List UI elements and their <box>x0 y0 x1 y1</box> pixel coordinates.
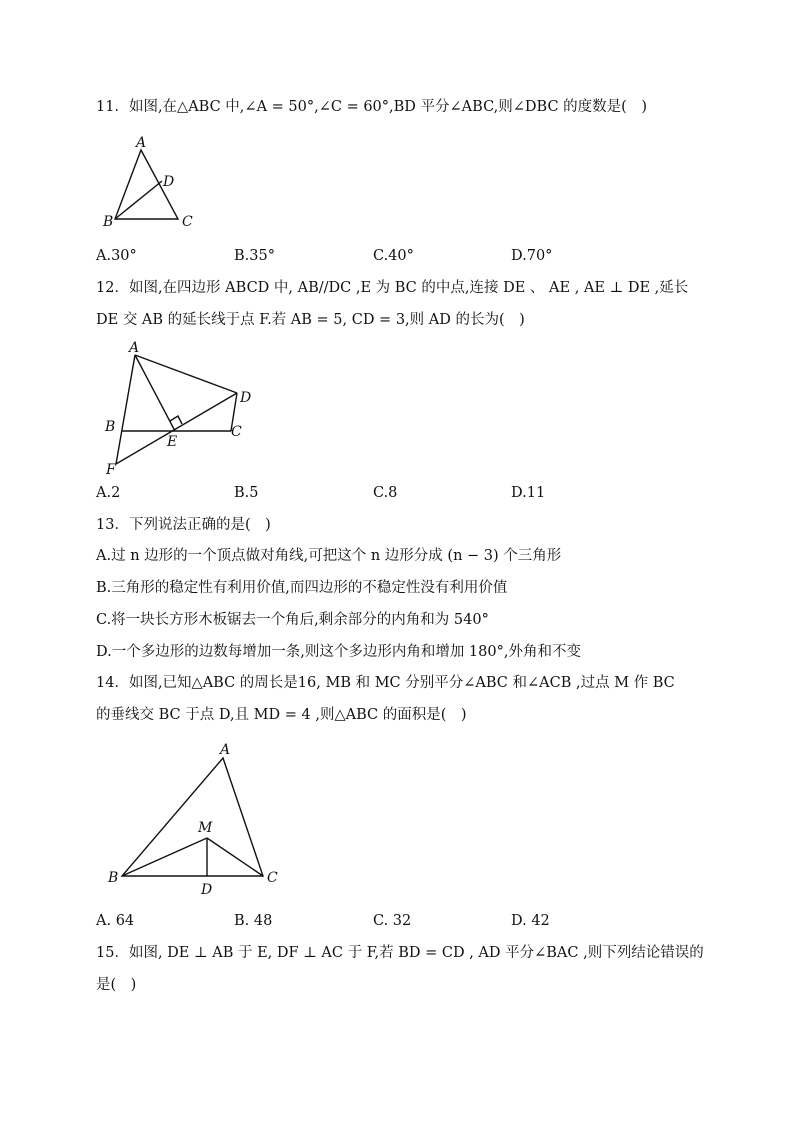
q11-option-b[interactable]: B.35° <box>234 248 275 264</box>
q14-triangle-abc <box>122 758 263 876</box>
q14-stem-line-1: 14．如图,已知△ABC 的周长是16, MB 和 MC 分别平分∠ABC 和∠ACB ,过点 M 作 BC <box>96 675 675 691</box>
q12-label-a: A <box>129 340 140 356</box>
q13-option-a[interactable]: A.过 n 边形的一个顶点做对角线,可把这个 n 边形分成 (n − 3) 个三角形 <box>96 548 562 564</box>
q14-label-b: B <box>108 870 119 886</box>
q11-option-c[interactable]: C.40° <box>373 248 414 264</box>
q12-segment-ae <box>135 355 175 431</box>
q14-option-b[interactable]: B. 48 <box>234 913 273 929</box>
q12-stem-line-2: DE 交 AB 的延长线于点 F.若 AB = 5, CD = 3,则 AD 的长为( ) <box>96 312 525 328</box>
q12-label-b: B <box>105 419 116 435</box>
q14-options <box>96 913 696 933</box>
q14-label-m: M <box>198 820 213 836</box>
q11-option-d[interactable]: D.70° <box>511 248 553 264</box>
q12-line-af <box>116 355 135 464</box>
q12-right-angle-mark <box>170 416 182 424</box>
q13-option-b[interactable]: B.三角形的稳定性有利用价值,而四边形的不稳定性没有利用价值 <box>96 580 508 596</box>
q14-bisector-mb <box>122 838 207 876</box>
q12-option-d[interactable]: D.11 <box>511 485 546 501</box>
q14-option-d[interactable]: D. 42 <box>511 913 550 929</box>
q14-stem-line-2: 的垂线交 BC 于点 D,且 MD = 4 ,则△ABC 的面积是( ) <box>96 707 467 723</box>
q11-stem-line-1: 11．如图,在△ABC 中,∠A = 50°,∠C = 60°,BD 平分∠ABC,则∠DBC 的度数是( ) <box>96 99 647 115</box>
q15-stem-line-2: 是( ) <box>96 977 137 993</box>
q14-label-d: D <box>201 882 213 898</box>
q13-stem-line-1: 13．下列说法正确的是( ) <box>96 517 271 533</box>
q12-stem-line-1: 12．如图,在四边形 ABCD 中, AB//DC ,E 为 BC 的中点,连接 DE 、 AE , AE ⊥ DE ,延长 <box>96 280 689 296</box>
q11-label-d: D <box>163 174 175 190</box>
q12-side-ad <box>135 355 237 393</box>
q14-option-c[interactable]: C. 32 <box>373 913 412 929</box>
q12-option-c[interactable]: C.8 <box>373 485 398 501</box>
q12-label-e: E <box>167 434 178 450</box>
q13-option-d[interactable]: D.一个多边形的边数每增加一条,则这个多边形内角和增加 180°,外角和不变 <box>96 644 581 660</box>
q12-line-df <box>116 393 237 464</box>
q14-option-a[interactable]: A. 64 <box>96 913 135 929</box>
q12-options <box>96 485 696 505</box>
q11-label-b: B <box>103 214 114 230</box>
q12-quadrilateral-figure <box>100 335 260 480</box>
q14-bisector-mc <box>207 838 263 876</box>
q12-label-c: C <box>231 424 242 440</box>
q11-options <box>96 248 696 268</box>
q14-triangle-figure <box>100 735 290 900</box>
q11-triangle-figure <box>95 130 215 235</box>
q12-option-a[interactable]: A.2 <box>96 485 121 501</box>
q14-label-c: C <box>267 870 278 886</box>
q11-label-a: A <box>136 135 147 151</box>
q11-option-a[interactable]: A.30° <box>96 248 137 264</box>
q11-label-c: C <box>182 214 193 230</box>
q12-label-f: F <box>106 462 116 478</box>
q12-option-b[interactable]: B.5 <box>234 485 259 501</box>
q13-option-c[interactable]: C.将一块长方形木板锯去一个角后,剩余部分的内角和为 540° <box>96 612 489 628</box>
q14-label-a: A <box>220 742 231 758</box>
q15-stem-line-1: 15．如图, DE ⊥ AB 于 E, DF ⊥ AC 于 F,若 BD = CD , AD 平分∠BAC ,则下列结论错误的 <box>96 945 704 961</box>
q12-label-d: D <box>240 390 252 406</box>
